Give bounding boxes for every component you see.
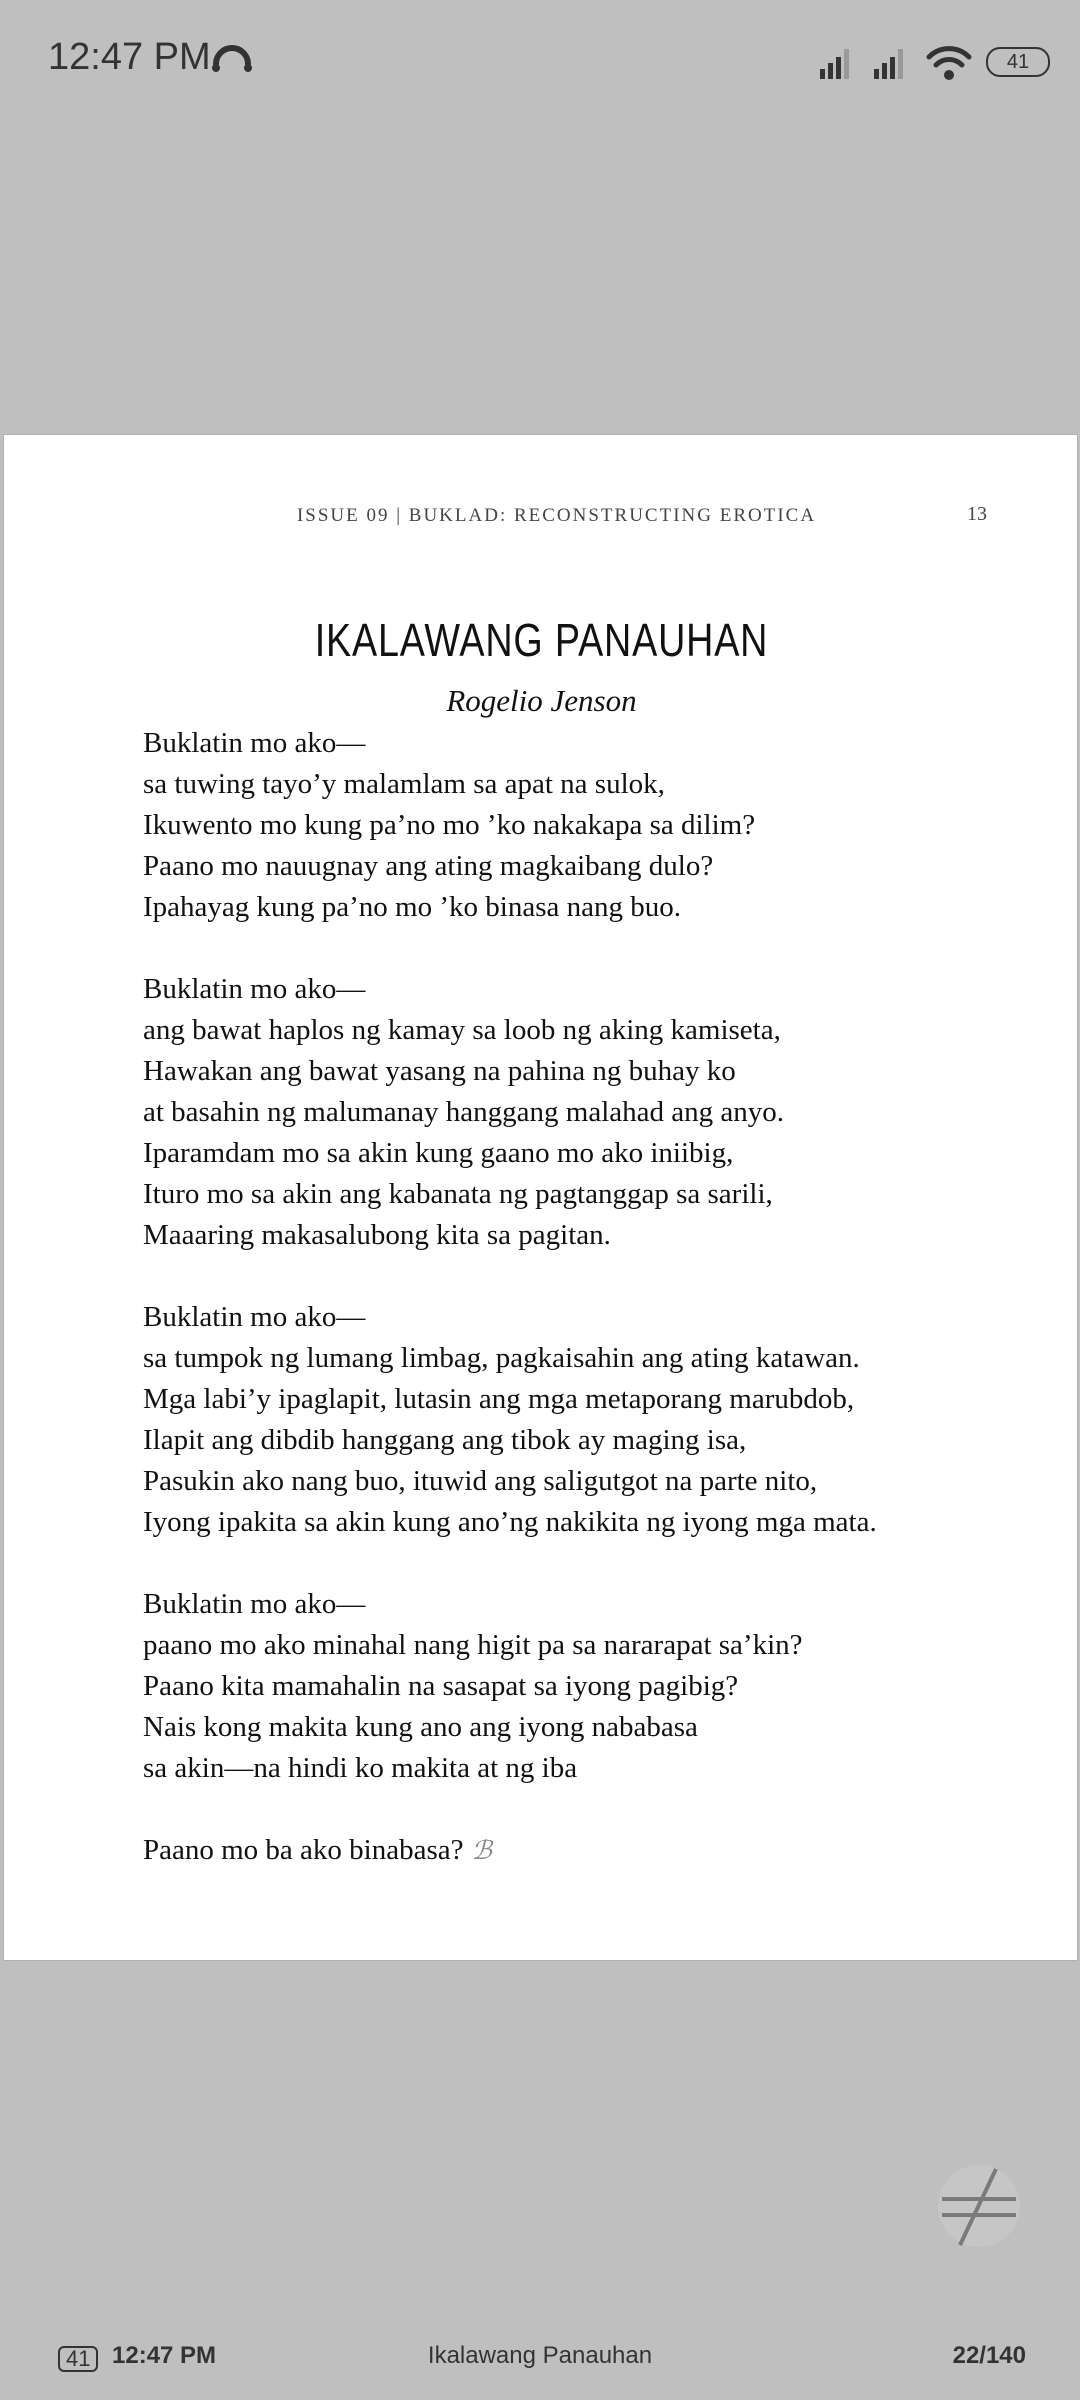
stanza: [143, 1297, 1023, 1543]
poem-line: Ipahayag kung pa’no mo ’ko binasa nang buo.: [143, 891, 681, 923]
battery-level: 41: [1006, 51, 1030, 73]
chapter-title: Ikalawang Panauhan: [427, 2342, 653, 2369]
bottom-time: 12:47 PM: [112, 2342, 217, 2369]
poem-line: Ituro mo sa akin ang kabanata ng pagtanggap sa sarili,: [143, 1178, 773, 1210]
poem-body: [143, 723, 1023, 1871]
poem-line: Nais kong makita kung ano ang iyong nababasa: [143, 1711, 698, 1743]
stanza: [143, 723, 1023, 928]
poem-line: at basahin ng malumanay hanggang malahad ang anyo.: [143, 1096, 785, 1128]
not-equal-icon: [938, 2165, 1020, 2247]
poem-line: Buklatin mo ako—: [143, 727, 366, 759]
reading-mode-button[interactable]: [938, 2165, 1020, 2247]
poem-line: Maaaring makasalubong kita sa pagitan.: [143, 1219, 611, 1251]
final-line-text: Paano mo ba ako binabasa?: [143, 1834, 464, 1866]
battery-icon: [986, 47, 1050, 77]
signal-2-icon: [872, 43, 912, 81]
final-line: [143, 1830, 1023, 1871]
poem-line: Iparamdam mo sa akin kung gaano mo ako iniibig,: [143, 1137, 734, 1169]
poem-author: Rogelio Jenson: [446, 683, 637, 718]
poem-line: ang bawat haplos ng kamay sa loob ng aking kamiseta,: [143, 1014, 781, 1046]
poem-line: Buklatin mo ako—: [143, 1301, 366, 1333]
end-mark-icon: ℬ: [471, 1836, 492, 1865]
running-head: [4, 505, 1079, 527]
poem-line: Iyong ipakita sa akin kung ano’ng nakikita ng iyong mga mata.: [143, 1506, 877, 1538]
poem-line: sa akin—na hindi ko makita at ng iba: [143, 1752, 578, 1784]
stanza: [143, 969, 1023, 1256]
bottom-battery-level: 41: [66, 2346, 91, 2371]
sync-icon: [210, 40, 254, 80]
page-number: 13: [967, 503, 987, 525]
poem-line: sa tumpok ng lumang limbag, pagkaisahin ang ating katawan.: [143, 1342, 860, 1374]
poem-line: sa tuwing tayo’y malamlam sa apat na sulok,: [143, 768, 665, 800]
poem-line: paano mo ako minahal nang higit pa sa nararapat sa’kin?: [143, 1629, 803, 1661]
poem-line: Mga labi’y ipaglapit, lutasin ang mga metaporang marubdob,: [143, 1383, 855, 1415]
poem-title: IKALAWANG PANAUHAN: [314, 614, 769, 666]
stanza: [143, 1584, 1023, 1789]
poem-line: Ilapit ang dibdib hanggang ang tibok ay maging isa,: [143, 1424, 747, 1456]
poem-line: Paano mo nauugnay ang ating magkaibang dulo?: [143, 850, 714, 882]
page-progress: 22/140: [952, 2342, 1026, 2369]
running-head-text: ISSUE 09 | BUKLAD: RECONSTRUCTING EROTICA: [296, 505, 817, 526]
poem-line: Pasukin ako nang buo, ituwid ang saligutgot na parte nito,: [143, 1465, 818, 1497]
poem-line: Ikuwento mo kung pa’no mo ’ko nakakapa sa dilim?: [143, 809, 756, 841]
poem-line: Buklatin mo ako—: [143, 1588, 366, 1620]
book-page[interactable]: [3, 434, 1078, 1961]
poem-line: Hawakan ang bawat yasang na pahina ng buhay ko: [143, 1055, 736, 1087]
poem-line: Paano kita mamahalin na sasapat sa iyong pagibig?: [143, 1670, 739, 1702]
signal-1-icon: [818, 43, 858, 81]
wifi-icon: [926, 43, 972, 81]
bottom-info-bar: [0, 2320, 1080, 2400]
status-time: 12:47 PM: [48, 36, 211, 78]
poem-line: Buklatin mo ako—: [143, 973, 366, 1005]
status-bar: [0, 0, 1080, 125]
